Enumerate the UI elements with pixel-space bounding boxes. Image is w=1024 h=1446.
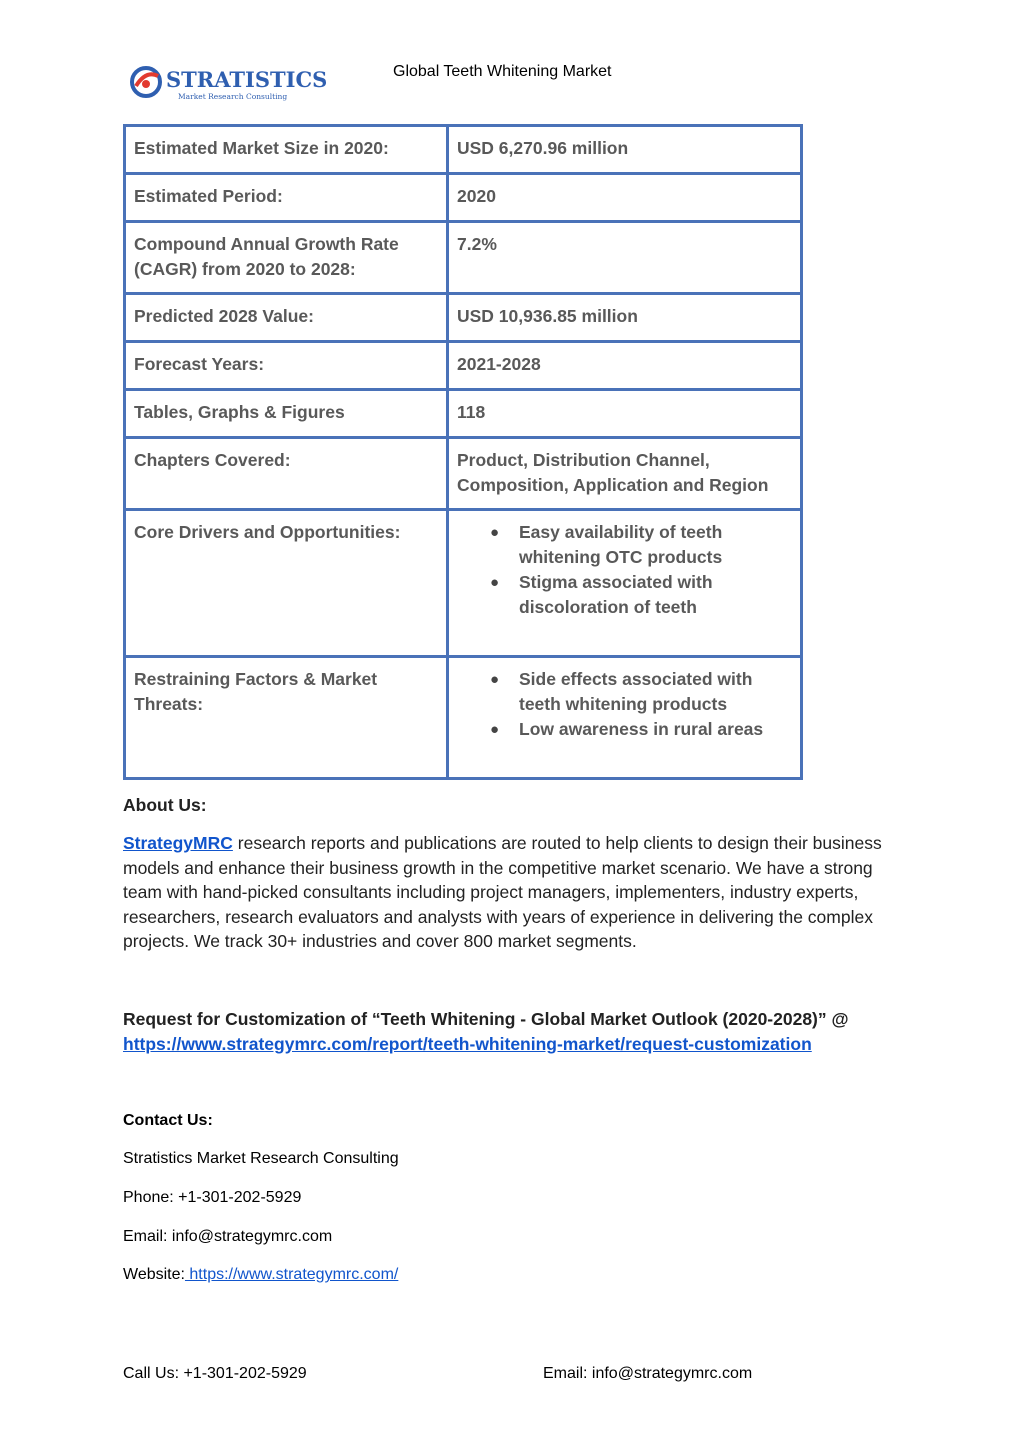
- row-label: Core Drivers and Opportunities:: [125, 510, 448, 657]
- market-info-table: [123, 124, 803, 780]
- website-label: Website:: [123, 1266, 185, 1283]
- table-row: [125, 342, 802, 390]
- row-label: Restraining Factors & Market Threats:: [125, 657, 448, 779]
- list-item: ● Low awareness in rural areas: [457, 717, 792, 742]
- table-row: [125, 390, 802, 438]
- row-value: 2021-2028: [448, 342, 802, 390]
- row-value: Product, Distribution Channel, Composition, Application and Region: [448, 438, 802, 510]
- footer-call: Call Us: +1-301-202-5929: [123, 1365, 307, 1382]
- table-row: [125, 174, 802, 222]
- list-item: ● Side effects associated with teeth whitening products: [457, 667, 792, 717]
- table-row: [125, 510, 802, 657]
- contact-company: Stratistics Market Research Consulting: [123, 1150, 399, 1167]
- contact-website: [123, 1266, 398, 1284]
- contact-email: Email: info@strategymrc.com: [123, 1228, 333, 1245]
- bullet-list: [457, 667, 792, 742]
- bullet-list: [457, 520, 792, 620]
- list-item: ● Stigma associated with discoloration of teeth: [457, 570, 792, 620]
- table-row: [125, 222, 802, 294]
- request-customization: [123, 1007, 923, 1057]
- about-heading: About Us:: [123, 795, 207, 815]
- row-label: Chapters Covered:: [125, 438, 448, 510]
- table-row: [125, 294, 802, 342]
- row-value: USD 10,936.85 million: [448, 294, 802, 342]
- row-label: Estimated Period:: [125, 174, 448, 222]
- about-text: research reports and publications are routed to help clients to design their business models and enhance their business growth in the competitive market scenario. We have a strong team with hand-picked consultants including project managers, implementers, industry experts, researchers, research evaluators and analysts with years of experience in delivering the complex projects. We track 30+ industries and cover 800 market segments.: [123, 833, 882, 952]
- request-customization-link[interactable]: https://www.strategymrc.com/report/teeth-whitening-market/request-customization: [123, 1034, 812, 1054]
- footer-email: Email: info@strategymrc.com: [543, 1365, 753, 1382]
- row-value: 7.2%: [448, 222, 802, 294]
- row-label: Tables, Graphs & Figures: [125, 390, 448, 438]
- logo-emblem-icon: [130, 62, 328, 104]
- contact-phone: Phone: +1-301-202-5929: [123, 1189, 302, 1206]
- row-value: 118: [448, 390, 802, 438]
- website-link[interactable]: https://www.strategymrc.com/: [184, 1266, 399, 1283]
- stratistics-logo: [130, 62, 328, 104]
- row-value: 2020: [448, 174, 802, 222]
- row-label: Predicted 2028 Value:: [125, 294, 448, 342]
- page-title: Global Teeth Whitening Market: [393, 63, 612, 80]
- row-value: [448, 510, 802, 657]
- table-row: [125, 657, 802, 779]
- table-row: [125, 438, 802, 510]
- about-paragraph: [123, 831, 913, 954]
- list-item: ● Easy availability of teeth whitening OTC products: [457, 520, 792, 570]
- logo-wordmark: STRATISTICS: [166, 67, 328, 92]
- contact-heading: Contact Us:: [123, 1112, 213, 1129]
- row-label: Forecast Years:: [125, 342, 448, 390]
- strategymrc-link[interactable]: StrategyMRC: [123, 833, 233, 853]
- logo-tagline: Market Research Consulting: [178, 92, 288, 101]
- row-value: [448, 657, 802, 779]
- table-row: [125, 126, 802, 174]
- row-label: Estimated Market Size in 2020:: [125, 126, 448, 174]
- row-value: USD 6,270.96 million: [448, 126, 802, 174]
- request-text: Request for Customization of “Teeth Whitening - Global Market Outlook (2020-2028)” @: [123, 1009, 849, 1029]
- row-label: Compound Annual Growth Rate (CAGR) from 2020 to 2028:: [125, 222, 448, 294]
